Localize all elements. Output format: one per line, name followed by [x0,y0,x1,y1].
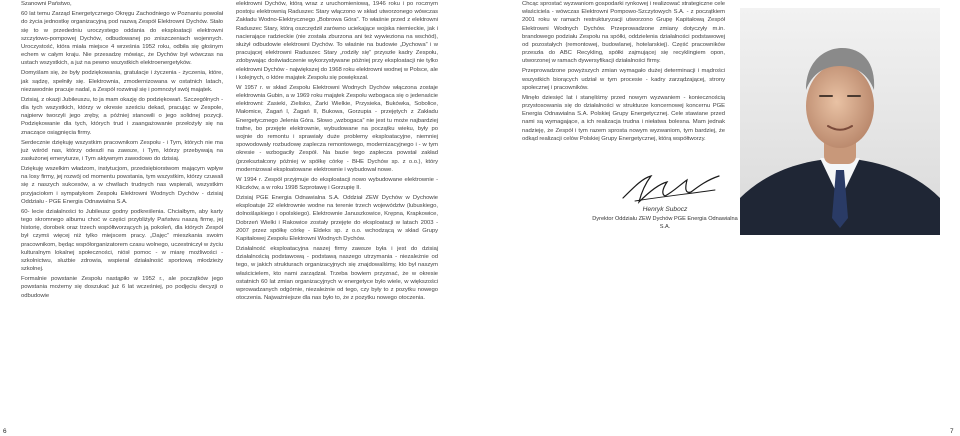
paragraph: Domyślam się, że były podziękowania, gratulacje i życzenia - życzenia, które, jak sądzę, spełniły się. Elektrownia, zmodernizowana w ostatnich latach, niezawodnie pracuje nadal, a Zespół rozwinął się i pomnożył swój majątek. [21,70,223,93]
portrait-photo [740,8,940,235]
paragraph: 60- lecie działalności to Jubileusz godny podkreślenia. Chciałbym, aby karty tego skromnego albumu choć w części przybliżyły Państwu naszą firmę, jej historię, dorobek oraz trzech współtworzących ją pokoleń, dla których Zespół był czymś więcej niż tylko miejscem pracy. „Dajęc” mieszkania swoim pracownikom, będąc współorganizatorem czasu wolnego, uczestniczył w życiu kulturalnym lokalnej społeczności, niósł pomoc - w miarę możliwości - szkolnictwu, służbie zdrowia, wspierał działalność sportową młodzieży szkolnej. [21,208,223,273]
paragraph: Chcąc sprostać wyzwaniom gospodarki rynkowej i realizować strategiczne cele właściciela - wówczas Elektrowni Pompowo-Szczytowych S.A. - z początkiem 2001 roku w ramach restrukturyzacji utworzono Grupę Kapitałową Zespół Elektrowni Wodnych Dychów. Przeprowadzone zmiany dotyczyły m.in. brandowego podziału Zespołu na spółki, oddzielenia działalności podstawowej od pozostałych (remontowej, budowlanej, hotelarskiej). Część pracowników przeszła do ABC Recykling, spółki zajmującej się recyklingiem opon, utworzonej w ramach dywersyfikacji działalności firmy. [522,1,725,65]
right-text-column [522,0,725,145]
paragraph: elektrowni Dychów, którą wraz z uruchomieniową, 1946 roku i po rocznym postoju elektrownią Raduszec Stary włączono w skład utworzonego wówczas Zakładu Wodno-Elektrycznego „Bobrowa Góra”. To właśnie przed z elektrowni Raduszec Stary, którą oszczędził zarówno uciekające wojska niemieckie, jak i nacierające radzieckie (nie została zburzona ani też wywieziona na wschód), służył odbudowie elektrowni Dychów. To właśnie na budowie „Dychowa” i w pracującej elektrowni Raduszec Stary „rodziły się” przyszłe kadry Zespołu, zdobywając doświadczenie wykorzystywane później przy eksploatacji nie tylko elektrowni Dychów - największej do 1968 roku elektrowni wodnej w Polsce, ale i kolejnych, o które majątek Zespołu się powiększał. [236,1,438,81]
paragraph: Dzisiaj PGE Energia Odnawialna S.A. Oddział ZEW Dychów w Dychowie eksploatuje 22 elektrownie wodne na terenie trzech województw (lubuskiego, dolnośląskiego i opolskiego). Elektrownie Januszkowice, Krępna, Krapkowice, Dobrzeń Wielki i Rakowice zostały przejęte do eksploatacji w latach 2003 - 2007 przez spółkę córkę - Eldeks sp. z o.o. wchodzącą w skład Grupy Kapitałowej Zespołu Elektrowni Wodnych Dychów. [236,195,438,243]
signature-role: Dyrektor Oddziału ZEW Dychów PGE Energia Odnawialna S.A. [592,216,738,230]
greeting: Szanowni Państwo, [21,1,72,7]
paragraph: Minęło dziesięć lat i stanęliśmy przed nowym wyzwaniem - koniecznością przystosowania się do działalności w strukturze koncernowej koncernu PGE Energia Odnawialna S.A. Polskiej Grupy Energetycznej. Cele stawiane przed nami są wymagające, a ich realizacja trudna i niełatwa bolesna. Mam jednak nadzieję, że Zespół i tym razem sprosta nowym wyzwaniom, tym bardziej, że odkąd realizacji celów Polskiej Grupy Energetycznej, którą współtworzy. [522,94,725,142]
paragraph: Serdecznie dziękuję wszystkim pracownikom Zespołu - i Tym, których nie ma już wśród nas, którzy odeszli na zawsze, i Tym, którzy przebywają na zasłużonej emeryturze, i Tym aktywnym zawodowo do dzisiaj. [21,139,223,163]
middle-text-column [236,0,438,304]
paragraph: Dzisiaj, z okazji Jubileuszu, to ja mam okazję do podziękowań. Szczególnych - dla tych wszystkich, którzy w okresie sześciu dekad, pracując w Zespole, najpierw tworzyli jego zręby, a później stanowili o jego solidnej pozycji. Podziękowanie dla tych, których trud i zaangażowanie przełożyły się na znaczące osiągnięcia firmy. [21,96,223,136]
portrait-illustration [740,8,940,235]
paragraph: Działalność eksploatacyjna naszej firmy zawsze była i jest do dzisiaj działalnością podstawową - podstawą naszego utrzymania - niezależnie od tego, w jakich strukturach organizacyjnych się znajdowaliśmy, kto był naszym właścicielem, kto nami zarządzał. Trzeba bowiem przyznać, że w okresie ostatnich 60 lat zmian organizacyjnych w energetyce było wiele, w większości wprowadzanych odgórnie, niezależnie od tego, czy były to z pozytku nowego otoczenia. Najważniejsze dla nas było to, że z pozytku nowego otoczenia. [236,246,438,302]
paragraph: W 1994 r. Zespół przyjmuje do eksploatacji nowo wybudowane elektrownie - Kliczków, a w roku 1998 Szprotawę i Gorzupię II. [236,176,438,192]
page-number-right: 7 [950,428,954,435]
paragraph: Przeprowadzone powyższych zmian wymagało dużej determinacji i mądrości wszystkich biorących udział w tym procesie - kadry zarządzającej, strony społecznej i pracowników. [522,68,725,91]
page-number-left: 6 [3,428,7,435]
paragraph: W 1957 r. w skład Zespołu Elektrowni Wodnych Dychów włączona zostaje elektrownia Gubin, a w 1969 roku majątek Zespołu wzbogaca się o jedenaście elektrowni: Zasieki, Zielisko, Żarki Wielkie, Przysieka, Bukówka, Sobolice, Małomice, Żagań I, Żagań II, Bukowa, Gorzupia - przejętych z Zakładu Energetycznego Jelenia Góra. Słowo „wzbogaca” nie jest tu może najbardziej trafne, bo przejęte elektrownie, wybudowane na początku wieku, były po wojnie do remontu i sprawiały duże problemy eksploatacyjne, niemniej spowodowały rozbudowę zaplecza remontowego, modernizacyjnego i - w tym okresie - wzbogaciły Zespół. Na bazie tego zaplecza powstał zakład (przekształcony później w spółkę córkę - BHE Dychów sp. z o.o.), który modernizował eksploatowane elektrownie i wybudował nowe. [236,84,438,173]
paragraph: 60 lat temu Zarząd Energetycznego Okręgu Zachodniego w Poznaniu powołał do życia jednostkę organizacyjną pod nazwą Zespół Elektrowni Dychów. Stało się to w przededniu uroczystego oddania do eksploatacji elektrowni szczytowo-pompowej Dychów, odbudowanej po zniszczeniach wojennych. Uroczystość, która miała miejsce 4 września 1952 roku, odbiła się głośnym echem w całym kraju. Nie przesadzę mówiąc, że Dychów był wówczas na ustach wszystkich, a już na pewno wszystkich elektroenergetyków. [21,11,223,67]
left-text-column [21,0,223,302]
paragraph: Dziękuję wszelkim władzom, instytucjom, przedsiębiorstwom mającym wpływ na losy firmy, jej rozwój od momentu powstania, tym wszystkim, którzy czuwali się z naszych sukcesów, a w chwilach trudnych nas wspierali, wszystkim przyjaciołom i sympatykom Zespołu Elektrowni Wodnych Dychów - dzisiaj Oddziału - PGE Energia Odnawialna S.A. [21,166,223,205]
signature-name: Henryk Subocz [642,206,688,213]
paragraph: Formalnie powstanie Zespołu nastąpiło w 1952 r., ale początków jego powstania możemy się doszukać już 6 lat wcześniej, po podjęciu decyzji o odbudowie [21,276,223,299]
